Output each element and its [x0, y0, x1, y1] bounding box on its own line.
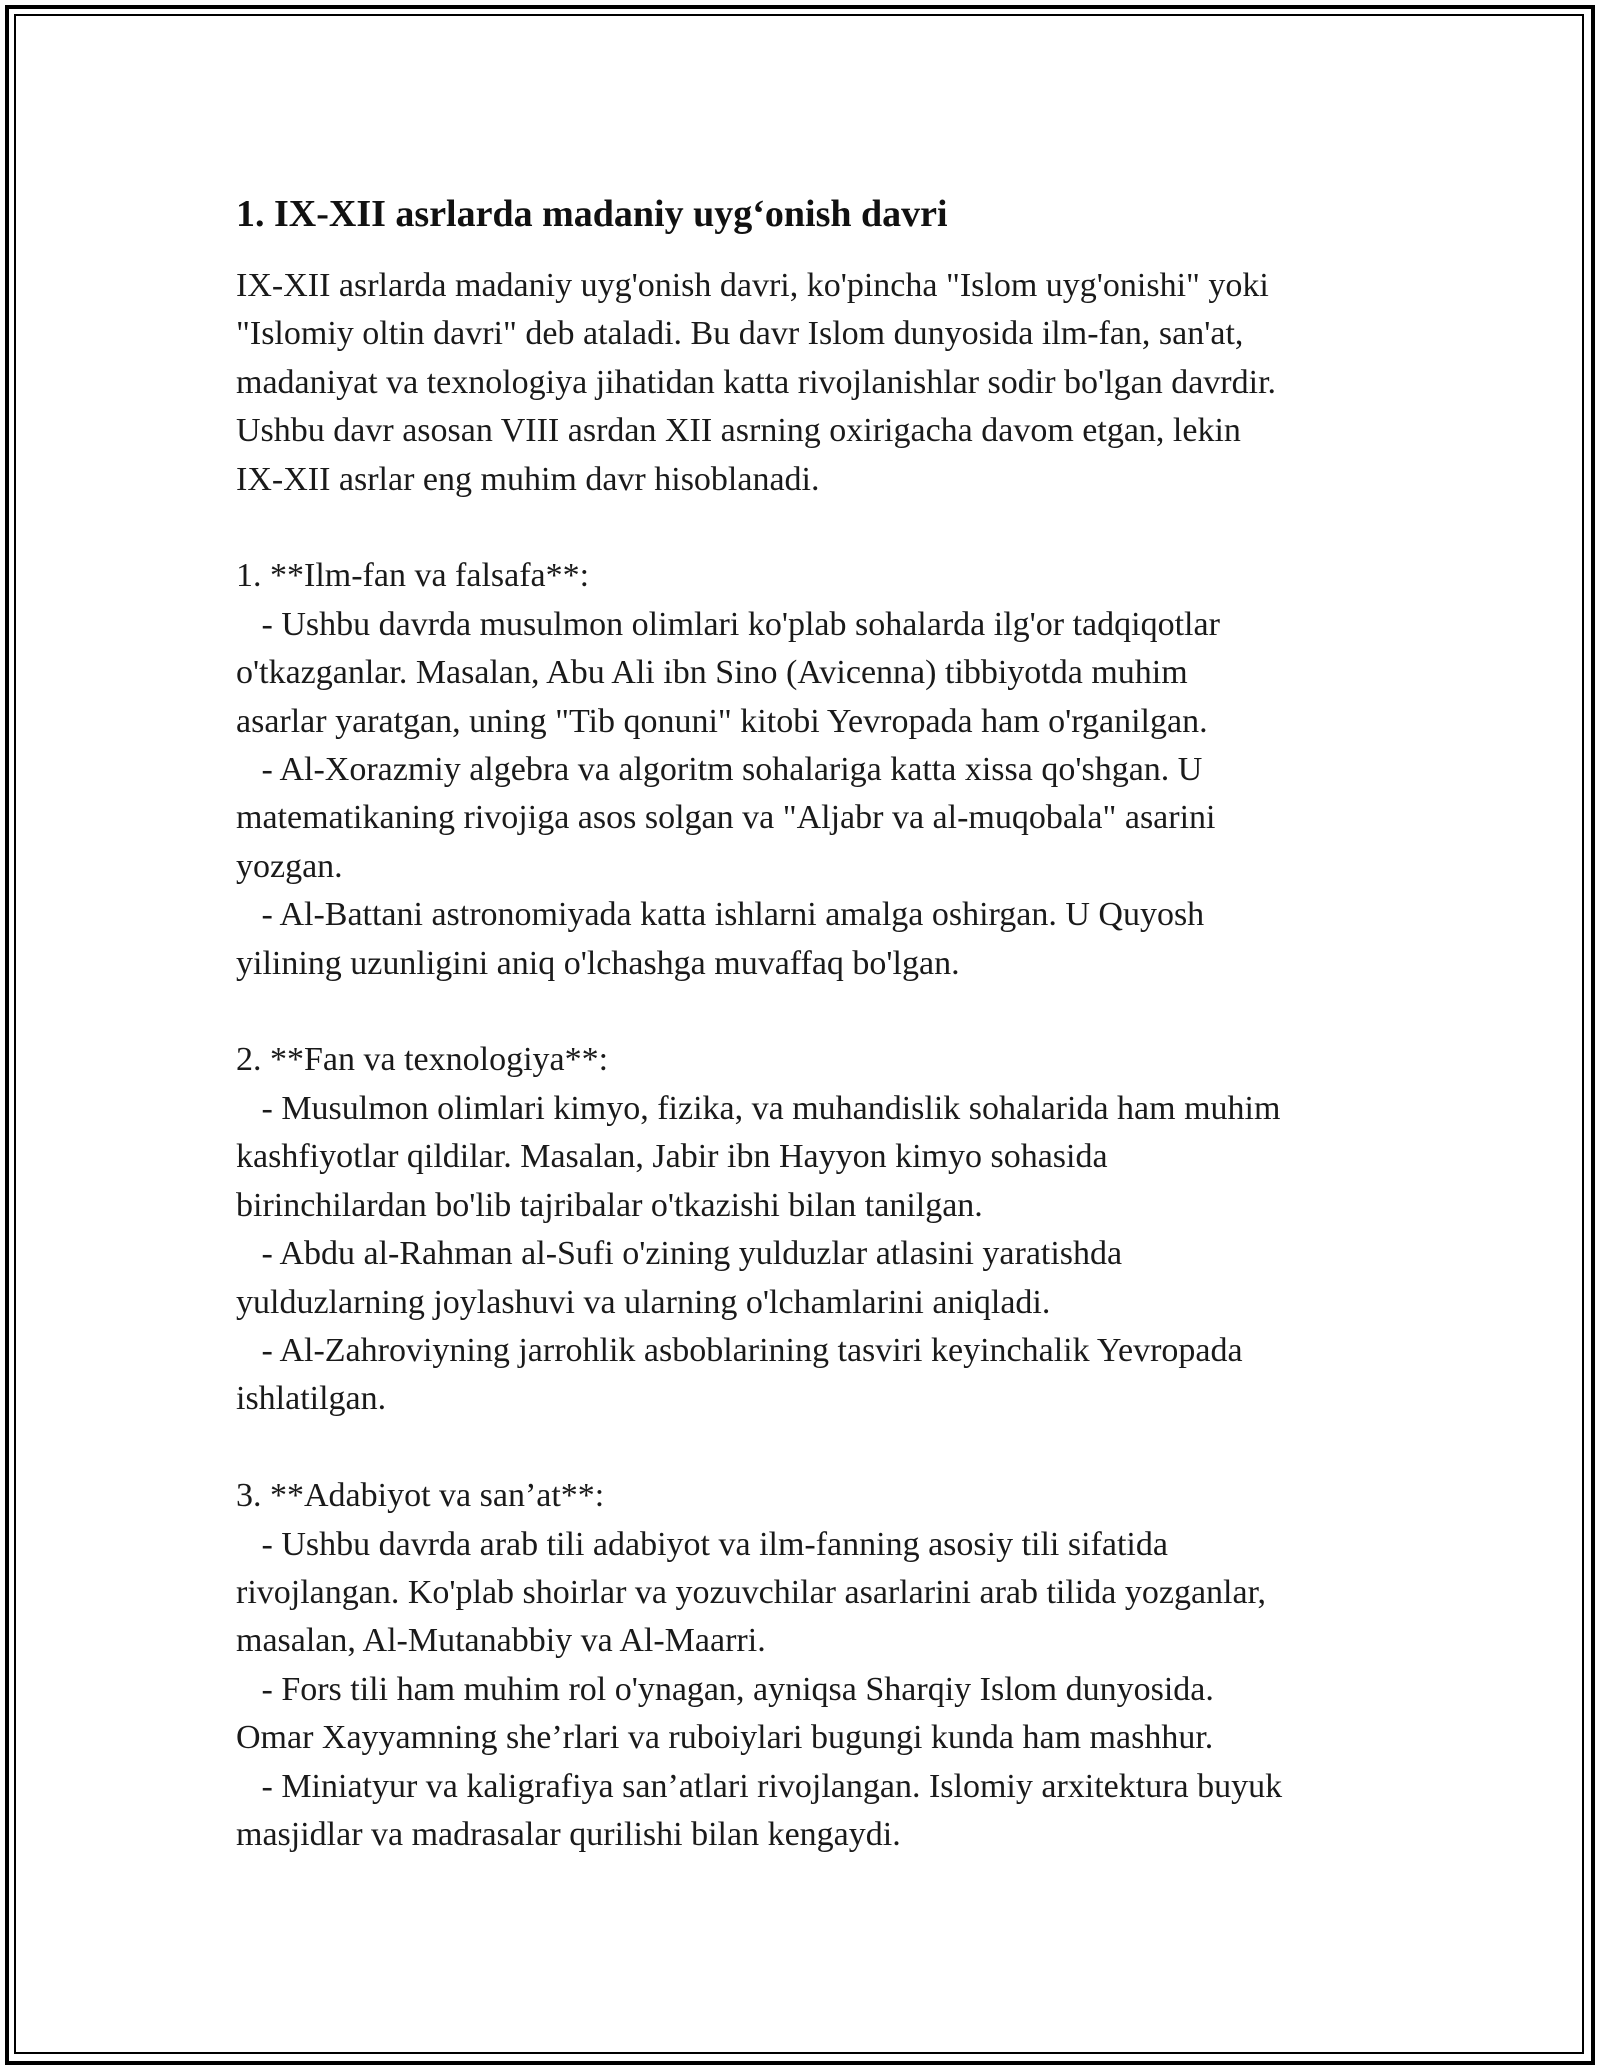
section-line: - Fors tili ham muhim rol o'ynagan, ayniqsa Sharqiy Islom dunyosida.: [236, 1670, 1214, 1708]
section-line: - Abdu al-Rahman al-Sufi o'zining yulduzlar atlasini yaratishda: [236, 1235, 1123, 1273]
section-line: yilining uzunligini aniq o'lchashga muvaffaq bo'lgan.: [236, 944, 960, 982]
intro-line: IX-XII asrlarda madaniy uyg'onish davri, ko'pincha "Islom uyg'onishi" yoki: [236, 267, 1269, 304]
section-line: - Al-Xorazmiy algebra va algoritm sohalariga katta xissa qo'shgan. U: [236, 751, 1203, 789]
intro-line: Ushbu davr asosan VIII asrdan XII asrning oxirigacha davom etgan, lekin: [236, 412, 1241, 450]
intro-line: madaniyat va texnologiya jihatidan katta rivojlanishlar sodir bo'lgan davrdir.: [236, 363, 1277, 401]
section-line: yozgan.: [236, 847, 343, 885]
section-line: - Miniatyur va kaligrafiya san’atlari rivojlangan. Islomiy arxitektura buyuk: [236, 1767, 1283, 1805]
section-adabiyot-sanat: [236, 1472, 1386, 1859]
paragraph-gap: [236, 504, 1386, 552]
section-heading: 2. **Fan va texnologiya**:: [236, 1041, 609, 1079]
section-fan-texnologiya: [236, 1036, 1386, 1423]
section-line: masalan, Al-Mutanabbiy va Al-Maarri.: [236, 1622, 766, 1660]
section-ilm-fan: [236, 552, 1386, 988]
section-line: - Ushbu davrda arab tili adabiyot va ilm-fanning asosiy tili sifatida: [236, 1525, 1168, 1563]
section-line: yulduzlarning joylashuvi va ularning o'lchamlarini aniqladi.: [236, 1283, 1051, 1321]
section-heading: 3. **Adabiyot va san’at**:: [236, 1477, 605, 1515]
section-line: ishlatilgan.: [236, 1380, 387, 1418]
section-line: rivojlangan. Ko'plab shoirlar va yozuvchilar asarlarini arab tilida yozganlar,: [236, 1573, 1267, 1611]
section-line: - Musulmon olimlari kimyo, fizika, va muhandislik sohalarida ham muhim: [236, 1089, 1281, 1127]
section-heading: 1. **Ilm-fan va falsafa**:: [236, 557, 590, 595]
section-line: asarlar yaratgan, uning "Tib qonuni" kitobi Yevropada ham o'rganilgan.: [236, 702, 1208, 740]
intro-line: IX-XII asrlar eng muhim davr hisoblanadi.: [236, 460, 820, 498]
paragraph-gap: [236, 1424, 1386, 1472]
section-line: birinchilardan bo'lib tajribalar o'tkazishi bilan tanilgan.: [236, 1186, 983, 1224]
section-line: - Al-Battani astronomiyada katta ishlarni amalga oshirgan. U Quyosh: [236, 896, 1205, 934]
intro-line: "Islomiy oltin davri" deb ataladi. Bu davr Islom dunyosida ilm-fan, san'at,: [236, 315, 1244, 353]
section-line: o'tkazganlar. Masalan, Abu Ali ibn Sino (Avicenna) tibbiyotda muhim: [236, 654, 1188, 692]
section-line: matematikaning rivojiga asos solgan va "Aljabr va al-muqobala" asarini: [236, 799, 1216, 837]
intro-paragraph: [236, 262, 1386, 504]
document-title: 1. IX-XII asrlarda madaniy uyg‘onish davri: [236, 193, 948, 235]
section-line: kashfiyotlar qildilar. Masalan, Jabir ibn Hayyon kimyo sohasida: [236, 1138, 1108, 1176]
section-line: - Ushbu davrda musulmon olimlari ko'plab sohalarda ilg'or tadqiqotlar: [236, 605, 1220, 643]
document-body: [236, 188, 1386, 1859]
paragraph-gap: [236, 988, 1386, 1036]
section-line: - Al-Zahroviyning jarrohlik asboblarining tasviri keyinchalik Yevropada: [236, 1331, 1243, 1369]
section-line: masjidlar va madrasalar qurilishi bilan kengaydi.: [236, 1815, 901, 1853]
section-line: Omar Xayyamning she’rlari va ruboiylari bugungi kunda ham mashhur.: [236, 1719, 1214, 1757]
